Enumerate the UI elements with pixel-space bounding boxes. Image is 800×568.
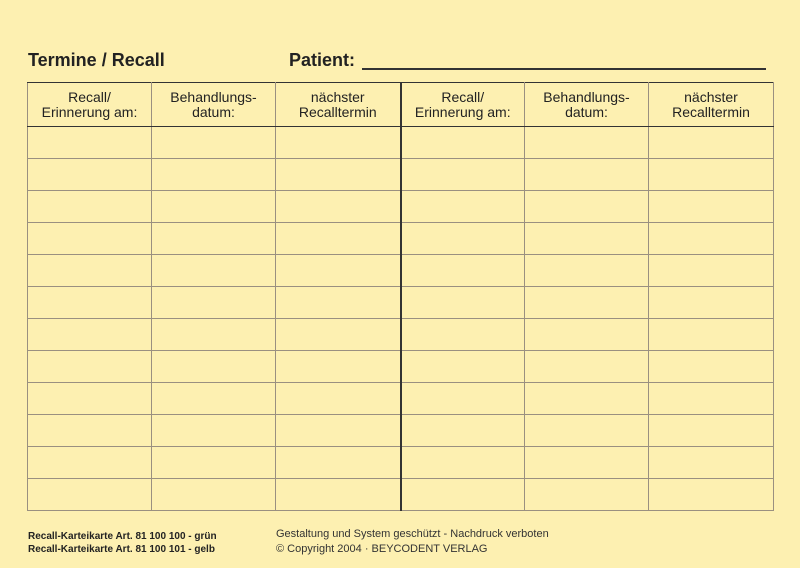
table-row [28,415,774,447]
table-cell[interactable] [276,479,401,511]
table-cell[interactable] [525,383,649,415]
table-cell[interactable] [152,127,276,159]
header-text: Behandlungs- datum: [543,88,630,120]
table-cell[interactable] [28,447,152,479]
table-cell[interactable] [401,255,525,287]
table-cell[interactable] [28,319,152,351]
table-cell[interactable] [525,255,649,287]
table-cell[interactable] [525,223,649,255]
patient-name-line [362,68,766,70]
table-cell[interactable] [276,447,401,479]
table-cell[interactable] [649,287,774,319]
table-cell[interactable] [401,383,525,415]
patient-label: Patient: [289,50,356,70]
table-cell[interactable] [525,287,649,319]
table-cell[interactable] [401,191,525,223]
col-header-treatment-date-2 [525,83,649,127]
copyright-line: © Copyright 2004 · BEYCODENT VERLAG [276,543,488,555]
table-cell[interactable] [649,255,774,287]
table-cell[interactable] [525,191,649,223]
table-cell[interactable] [401,447,525,479]
header-text: Behandlungs- datum: [170,88,257,120]
table-cell[interactable] [152,159,276,191]
table-row [28,383,774,415]
table-cell[interactable] [525,447,649,479]
header-text: Recall/ Erinnerung am: [41,88,138,120]
table-cell[interactable] [28,287,152,319]
table-cell[interactable] [401,159,525,191]
table-cell[interactable] [152,287,276,319]
table-cell[interactable] [525,351,649,383]
article-info [28,530,217,556]
table-cell[interactable] [401,319,525,351]
publisher-notice [276,527,549,557]
table-cell[interactable] [525,319,649,351]
table-cell[interactable] [28,415,152,447]
copyright-notice: Gestaltung und System geschützt - Nachdruck verboten [276,528,549,540]
table-cell[interactable] [649,351,774,383]
table-row [28,319,774,351]
table-cell[interactable] [152,479,276,511]
table-row [28,223,774,255]
table-cell[interactable] [276,127,401,159]
table-cell[interactable] [525,415,649,447]
table-cell[interactable] [525,479,649,511]
col-header-next-recall [276,83,401,127]
table-cell[interactable] [28,223,152,255]
table-cell[interactable] [276,287,401,319]
table-cell[interactable] [401,415,525,447]
col-header-treatment-date [152,83,276,127]
table-cell[interactable] [649,159,774,191]
table-cell[interactable] [152,351,276,383]
table-cell[interactable] [152,191,276,223]
header-row [28,83,774,127]
header-text: Recall/ Erinnerung am: [414,88,511,120]
table-cell[interactable] [276,223,401,255]
card-title: Termine / Recall [28,50,165,70]
table-cell[interactable] [401,127,525,159]
table-cell[interactable] [276,383,401,415]
table-cell[interactable] [152,223,276,255]
table-cell[interactable] [28,383,152,415]
table-cell[interactable] [649,127,774,159]
article-line-yellow: Recall-Karteikarte Art. 81 100 101 - gelb [28,544,215,555]
table-cell[interactable] [28,159,152,191]
col-header-recall-date [28,83,152,127]
table-row [28,287,774,319]
table-row [28,351,774,383]
table-cell[interactable] [276,255,401,287]
table-cell[interactable] [276,415,401,447]
table-cell[interactable] [649,479,774,511]
table-cell[interactable] [28,127,152,159]
table-cell[interactable] [28,255,152,287]
table-cell[interactable] [649,383,774,415]
header-text: nächster Recalltermin [298,88,377,120]
table-cell[interactable] [152,383,276,415]
table-cell[interactable] [28,191,152,223]
table-cell[interactable] [649,447,774,479]
table-cell[interactable] [649,223,774,255]
table-cell[interactable] [649,319,774,351]
table-cell[interactable] [276,319,401,351]
table-row [28,479,774,511]
article-line-green: Recall-Karteikarte Art. 81 100 100 - grün [28,531,217,542]
recall-table [27,82,774,511]
table-cell[interactable] [152,319,276,351]
table-cell[interactable] [401,287,525,319]
table-cell[interactable] [276,191,401,223]
table-cell[interactable] [401,479,525,511]
table-body [28,127,774,511]
table-cell[interactable] [276,159,401,191]
col-header-next-recall-2 [649,83,774,127]
table-cell[interactable] [525,127,649,159]
table-row [28,191,774,223]
table-cell[interactable] [649,191,774,223]
table-cell[interactable] [152,415,276,447]
table-cell[interactable] [28,479,152,511]
table-cell[interactable] [28,351,152,383]
table-row [28,447,774,479]
table-cell[interactable] [401,351,525,383]
table-cell[interactable] [276,351,401,383]
table-cell[interactable] [152,447,276,479]
header-text: nächster Recalltermin [672,88,750,120]
table-cell[interactable] [525,159,649,191]
col-header-recall-date-2 [401,83,525,127]
table-cell[interactable] [152,255,276,287]
table-row [28,159,774,191]
table-cell[interactable] [401,223,525,255]
table-row [28,255,774,287]
table-cell[interactable] [649,415,774,447]
table-row [28,127,774,159]
